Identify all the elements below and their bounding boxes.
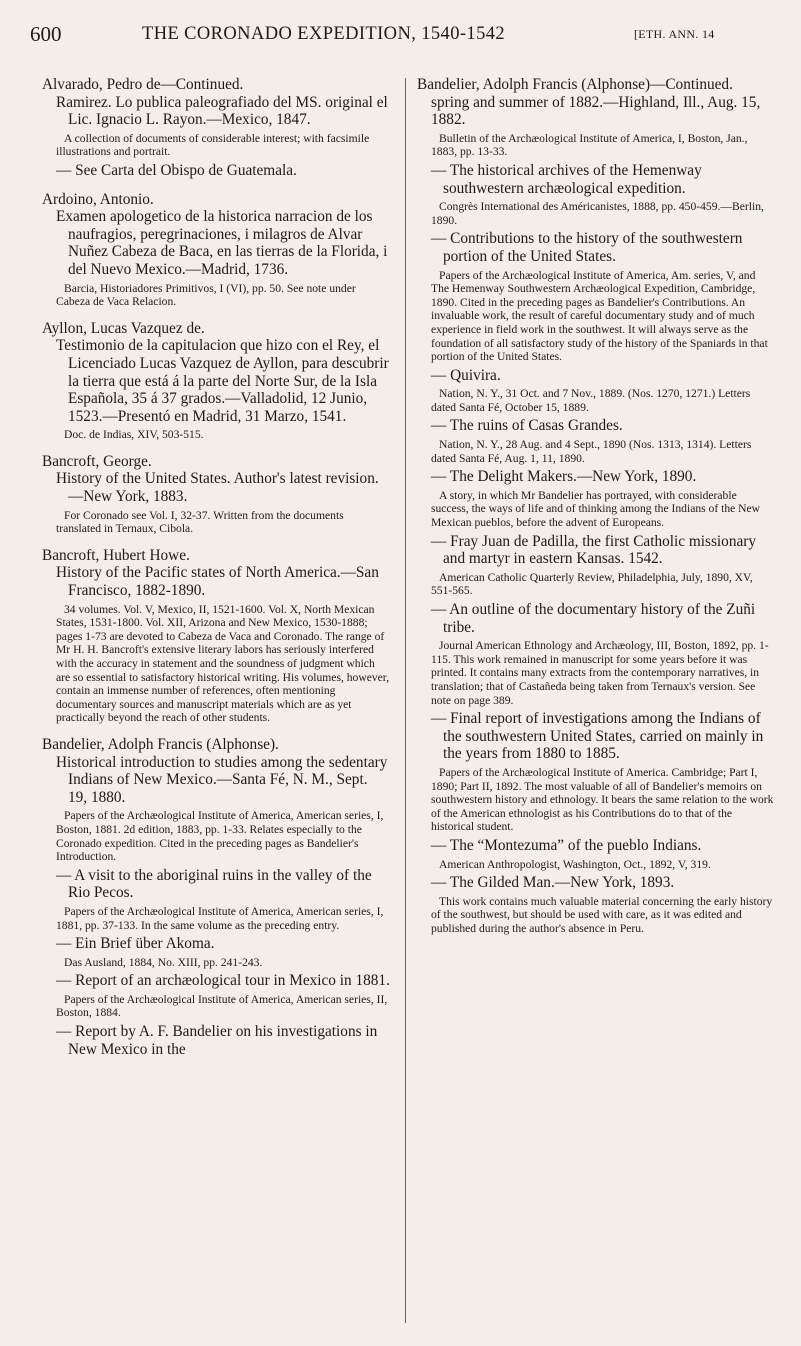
entry-note: Papers of the Archæological Institute of America, American series, II, Boston, 1884. [56, 992, 388, 1020]
left-column [42, 76, 390, 1069]
entry-title: — A visit to the aboriginal ruins in the valley of the Rio Pecos. [56, 866, 372, 902]
entry-title: — Quivira. [431, 366, 501, 384]
entry-note: Papers of the Archæological Institute of America. Cambridge; Part I, 1890; Part II, 1892. The most valuable of all of Bandelier's memoirs on southwestern history and ethnology. It bears the same relation to the work of the American ethnologist as his Contributions do to that of the historical student. [431, 765, 774, 834]
entry-title: — Report by A. F. Bandelier on his investigations in New Mexico in the [56, 1023, 378, 1058]
entry-note: 34 volumes. Vol. V, Mexico, II, 1521-1600. Vol. X, North Mexican States, 1531-1800. Vol. XII, Arizona and New Mexico, 1530-1888; pages 1-73 are devoted to Cabeza de Vaca and Coronado. The range of Mr H. H. Bancroft's extensive literary labors has seriously interfered with the accuracy in statement and the soundness of judgment which are so essential to satisfactory historical writing. His volumes, however, contain an immense number of references, often mentioning documentary sources and manuscript materials which are as yet practically beyond the reach of other students. [56, 602, 390, 725]
page-header [30, 20, 770, 50]
bibliography-entry [42, 453, 390, 536]
entry-note: Nation, N. Y., 31 Oct. and 7 Nov., 1889. (Nos. 1270, 1271.) Letters dated Santa Fé, October 15, 1889. [431, 387, 751, 414]
entry-title: Historical introduction to studies among the sedentary Indians of New Mexico.—Santa Fé, N. M., Sept. 19, 1880. [56, 753, 388, 806]
entry-author: Bancroft, George. [42, 452, 152, 470]
bibliography-entry [42, 736, 390, 1058]
entry-author: Bancroft, Hubert Howe. [42, 546, 190, 564]
entry-note: This work contains much valuable material concerning the early history of the southwest, but should be used with care, as it was edited and published during the author's absence in Peru. [431, 894, 773, 935]
entry-title: Testimonio de la capitulacion que hizo con el Rey, el Licenciado Lucas Vazquez de Ayllon, para descubrir la tierra que está á la parte del Norte Sur, de la Isla Española, 35 á 37 grados.—Valladolid, 12 Junio, 1523.—Presentó en Madrid, 31 Marzo, 1541. [56, 337, 389, 425]
entry-title: History of the Pacific states of North America.—San Francisco, 1882-1890. [56, 564, 379, 600]
entry-note: Papers of the Archæological Institute of America, American series, I, 1881, pp. 37-133. In the same volume as the preceding entry. [56, 904, 384, 932]
entry-title: — Report of an archæological tour in Mexico in 1881. [56, 972, 390, 990]
entry-title: — See Carta del Obispo de Guatemala. [56, 161, 297, 179]
entry-note: Das Ausland, 1884, No. XIII, pp. 241-243. [64, 955, 263, 969]
entry-title: — An outline of the documentary history of the Zuñi tribe. [431, 601, 756, 636]
entry-note: A story, in which Mr Bandelier has portrayed, with considerable success, the ways of life and of thinking among the Indians of the New Mexican pueblos, before the advent of Europeans. [431, 488, 761, 530]
entry-note: Journal American Ethnology and Archæology, III, Boston, 1892, pp. 1-115. This work remained in manuscript for some years before it was printed. It contains many extracts from the contemporary narratives, in translation; that of Castañeda being taken from Ternaux's version. See note on page 389. [431, 639, 769, 707]
entry-title: History of the United States. Author's latest revision.—New York, 1883. [56, 470, 379, 506]
entry-note: Doc. de Indias, XIV, 503-515. [64, 428, 204, 442]
entry-note: American Catholic Quarterly Review, Philadelphia, July, 1890, XV, 551-565. [431, 570, 753, 598]
column-divider [405, 78, 406, 1323]
entry-note: American Anthropologist, Washington, Oct., 1892, V, 319. [439, 857, 711, 871]
entry-author: Alvarado, Pedro de—Continued. [42, 76, 244, 93]
entry-title: Ramirez. Lo publica paleografiado del MS. original el Lic. Ignacio L. Rayon.—Mexico, 1847. [56, 93, 388, 129]
bibliography-entry [42, 76, 390, 180]
page-number: 600 [30, 22, 62, 46]
entry-title: — Fray Juan de Padilla, the first Catholic missionary and martyr in eastern Kansas. 1542. [431, 532, 757, 568]
running-title: THE CORONADO EXPEDITION, 1540-1542 [142, 24, 506, 44]
entry-author: Bandelier, Adolph Francis (Alphonse). [42, 735, 279, 753]
entry-note: A collection of documents of considerable interest; with facsimile illustrations and portrait. [56, 131, 370, 159]
entry-note: Nation, N. Y., 28 Aug. and 4 Sept., 1890 (Nos. 1313, 1314). Letters dated Santa Fé, Aug. 1, 11, 1890. [431, 438, 752, 465]
right-column [417, 76, 775, 946]
bibliography-entry [42, 191, 390, 309]
entry-note: Papers of the Archæological Institute of America, Am. series, V, and The Hemenway Southwestern Archæological Expedition, Cambridge, 1890. Cited in the preceding pages as Bandelier's Contributions. An invaluable work, the result of careful documentary study and of much experience in field work in the southwest. It will always serve as the foundation of all satisfactory study of the history of the Spaniards in that portion of the United States. [431, 268, 768, 364]
entry-title: — The “Montezuma” of the pueblo Indians. [431, 836, 702, 854]
entry-title: — The Gilded Man.—New York, 1893. [431, 874, 675, 892]
entry-title: — Contributions to the history of the southwestern portion of the United States. [431, 230, 743, 265]
entry-note: Barcia, Historiadores Primitivos, I (VI), pp. 50. See note under Cabeza de Vaca Relacion. [56, 281, 356, 309]
bibliography-entry [42, 320, 390, 442]
entry-title: — The historical archives of the Hemenway southwestern archæological expedition. [431, 161, 702, 197]
entry-note: For Coronado see Vol. I, 32-37. Written from the documents translated in Ternaux, Cibola. [56, 508, 344, 536]
entry-title: Examen apologetico de la historica narracion de los naufragios, peregrinaciones, i milagros de Alvar Nuñez Cabeza de Baca, en las tierras de la Florida, i del Nuevo Mexico.—Madrid, 1736. [56, 208, 388, 278]
entry-author: Ardoino, Antonio. [42, 190, 154, 208]
bibliography-entry [42, 547, 390, 725]
bibliography-entry [417, 76, 775, 935]
running-tag: [ETH. ANN. 14 [634, 27, 715, 41]
entry-title: — Final report of investigations among the Indians of the southwestern United States, carried on mainly in the years from 1880 to 1885. [431, 710, 764, 763]
entry-title: — Ein Brief über Akoma. [56, 935, 215, 953]
entry-title: — The Delight Makers.—New York, 1890. [431, 468, 697, 486]
entry-note: Papers of the Archæological Institute of America, American series, I, Boston, 1881. 2d edition, 1883, pp. 1-33. Relates especially to the Coronado expedition. Cited in the preceding pages as Bandelier's Introduction. [56, 809, 384, 864]
entry-note: Congrès International des Américanistes, 1888, pp. 450-459.—Berlin, 1890. [431, 200, 764, 227]
entry-author: Ayllon, Lucas Vazquez de. [42, 319, 205, 337]
entry-author: Bandelier, Adolph Francis (Alphonse)—Continued. [417, 76, 733, 93]
entry-note: Bulletin of the Archæological Institute of America, I, Boston, Jan., 1883, pp. 13-33. [431, 131, 748, 159]
entry-title: — The ruins of Casas Grandes. [431, 417, 623, 435]
entry-title: spring and summer of 1882.—Highland, Ill., Aug. 15, 1882. [431, 93, 761, 129]
